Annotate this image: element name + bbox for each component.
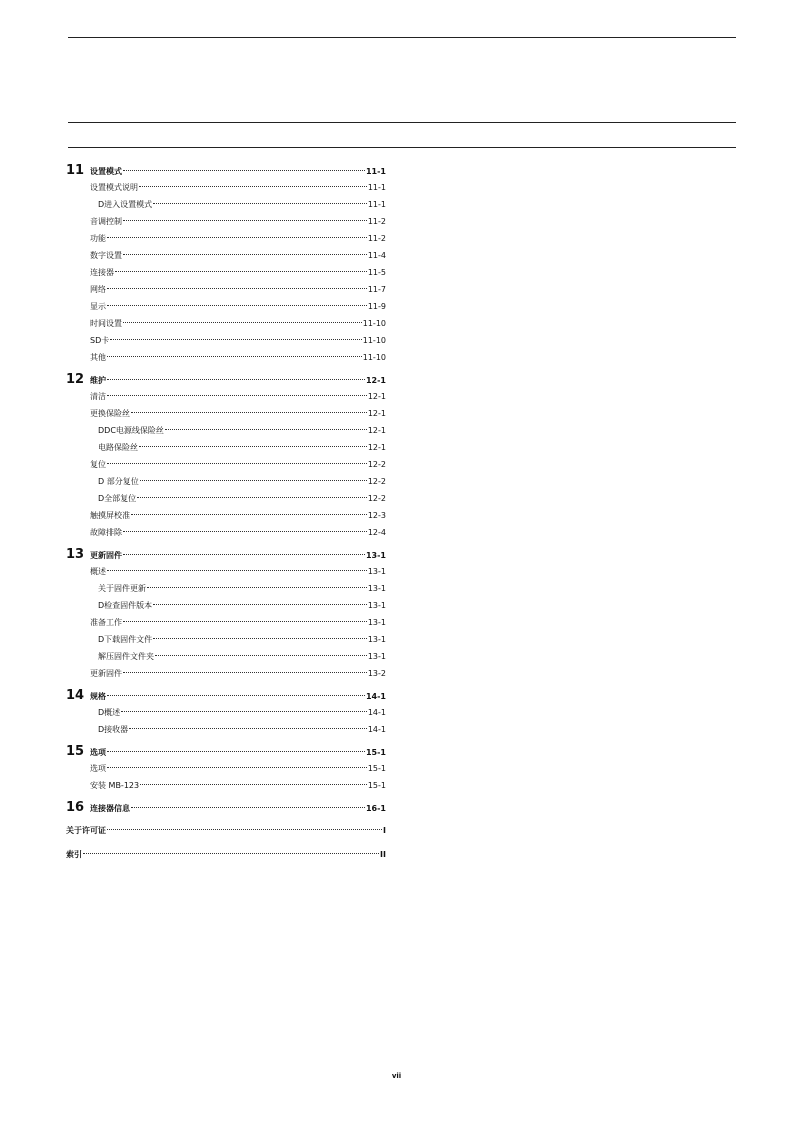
toc-chapter-15 [66,743,386,794]
toc-entry-label: 连接器 [90,268,114,277]
toc-chapter-13 [66,546,386,682]
toc-entry-page: 12-3 [367,511,386,520]
toc-chapters [66,162,386,816]
toc-entry-page: 15-1 [365,748,386,757]
chapter-number: 13 [66,547,85,562]
toc-section-entry[interactable] [66,179,386,196]
toc-section-entry[interactable] [66,405,386,422]
toc-entry-label: 电路保险丝 [98,443,138,452]
toc-section-entry[interactable] [66,230,386,247]
toc-entry-label: 显示 [90,302,106,311]
page-number: vii [391,1072,402,1080]
toc-subsubsection-entry[interactable] [66,648,386,665]
toc-section-entry[interactable] [66,563,386,580]
dot-leader [153,604,367,605]
toc-entry-label: 时间设置 [90,319,122,328]
toc-entry-label: 关于固件更新 [98,584,146,593]
toc-section-entry[interactable] [66,315,386,332]
dot-leader [153,203,367,204]
toc-entry-page: 11-7 [367,285,386,294]
toc-entry-label: D检查固件版本 [98,601,153,610]
toc-section-entry[interactable] [66,507,386,524]
dot-leader [123,322,362,323]
toc-entry-page: 16-1 [365,804,386,813]
toc-section-entry[interactable] [66,349,386,366]
dot-leader [139,186,367,187]
toc-section-entry[interactable] [66,332,386,349]
toc-entry-label: 安装 MB-123 [90,781,140,790]
toc-subsubsection-entry[interactable] [66,439,386,456]
toc-entry-page: 13-1 [367,601,386,610]
toc-entry-label: 清洁 [90,392,106,401]
toc-entry-label: 选项 [90,748,106,757]
toc-entry-label: 更换保险丝 [90,409,130,418]
toc-entry-page: 13-1 [367,618,386,627]
toc-entry-label: SD卡 [90,336,110,345]
toc-entry-label: 规格 [90,692,106,701]
chapter-number: 15 [66,744,85,759]
dot-leader [123,531,367,532]
header-rule-top [68,37,736,38]
dot-leader [107,237,367,238]
toc-appendix-entry[interactable] [66,846,386,863]
toc-subsubsection-entry[interactable] [66,473,386,490]
dot-leader [155,655,367,656]
toc-entry-label: 维护 [90,376,106,385]
toc-entry-label: 故障排除 [90,528,122,537]
toc-subsubsection-entry[interactable] [66,721,386,738]
dot-leader [139,446,367,447]
toc-appendix [66,822,386,863]
dot-leader [107,695,365,696]
toc-entry-page: 12-1 [367,392,386,401]
toc-entry-page: 13-1 [367,584,386,593]
dot-leader [129,728,367,729]
dot-leader [107,570,367,571]
dot-leader [110,339,362,340]
toc-entry-page: I [383,826,386,835]
dot-leader [83,853,379,854]
dot-leader [107,288,367,289]
toc-entry-label: D接收器 [98,725,129,734]
toc-entry-page: 11-2 [367,217,386,226]
toc-entry-page: 11-10 [362,319,386,328]
dot-leader [140,784,367,785]
dot-leader [140,480,367,481]
toc-entry-page: 11-10 [362,353,386,362]
toc-chapter-heading[interactable] [66,371,386,388]
toc-entry-page: 11-1 [367,200,386,209]
toc-chapter-heading[interactable] [66,799,386,816]
toc-chapter-11 [66,162,386,366]
toc-subsubsection-entry[interactable] [66,597,386,614]
toc-entry-label: 连接器信息 [90,804,130,813]
toc-entry-label: 功能 [90,234,106,243]
toc-entry-page: 11-4 [367,251,386,260]
dot-leader [131,807,365,808]
dot-leader [123,254,367,255]
toc-section-entry[interactable] [66,760,386,777]
toc-entry-label: 触摸屏校准 [90,511,130,520]
toc-entry-page: 12-1 [365,376,386,385]
dot-leader [123,554,365,555]
toc-entry-page: 11-2 [367,234,386,243]
toc-entry-label: D全部复位 [98,494,137,503]
chapter-number: 11 [66,163,85,178]
toc-entry-page: 11-10 [362,336,386,345]
toc-entry-label: 准备工作 [90,618,122,627]
toc-entry-page: 11-9 [367,302,386,311]
dot-leader [107,751,365,752]
toc-entry-label: D下载固件文件 [98,635,153,644]
toc-entry-page: 13-1 [367,635,386,644]
toc-subsubsection-entry[interactable] [66,196,386,213]
toc-entry-page: 14-1 [367,708,386,717]
toc-entry-label: D概述 [98,708,121,717]
dot-leader [165,429,367,430]
toc-chapter-heading[interactable] [66,743,386,760]
toc-chapter-heading[interactable] [66,546,386,563]
dot-leader [107,829,382,830]
toc-section-entry[interactable] [66,456,386,473]
toc-subsubsection-entry[interactable] [66,631,386,648]
toc-entry-page: 14-1 [365,692,386,701]
toc-chapter-heading[interactable] [66,687,386,704]
toc-entry-page: 14-1 [367,725,386,734]
toc-entry-label: DDC电源线保险丝 [98,426,164,435]
toc-entry-label: 更新固件 [90,551,122,560]
dot-leader [147,587,367,588]
toc-entry-page: 12-2 [367,477,386,486]
toc-entry-label: 解压固件文件夹 [98,652,154,661]
toc-section-entry[interactable] [66,777,386,794]
toc-entry-label: 其他 [90,353,106,362]
toc-entry-page: 12-1 [367,409,386,418]
toc-chapter-heading[interactable] [66,162,386,179]
dot-leader [121,711,367,712]
dot-leader [123,672,367,673]
toc-section-entry[interactable] [66,247,386,264]
toc-entry-label: 概述 [90,567,106,576]
dot-leader [153,638,367,639]
toc-entry-page: 15-1 [367,764,386,773]
toc-entry-label: 关于许可证 [66,826,106,835]
toc-entry-page: 12-1 [367,426,386,435]
toc-entry-page: 13-1 [365,551,386,560]
toc-chapter-14 [66,687,386,738]
toc-entry-page: 11-5 [367,268,386,277]
dot-leader [107,463,367,464]
toc-entry-page: 15-1 [367,781,386,790]
toc-section-entry[interactable] [66,281,386,298]
chapter-number: 16 [66,800,85,815]
toc-entry-page: 12-2 [367,460,386,469]
toc-entry-label: 音调控制 [90,217,122,226]
toc-section-entry[interactable] [66,298,386,315]
header-rule-bottom [68,147,736,148]
toc-entry-label: 设置模式说明 [90,183,138,192]
chapter-number: 12 [66,372,85,387]
toc-entry-label: D 部分复位 [98,477,139,486]
header-rule-middle [68,122,736,123]
dot-leader [107,305,367,306]
table-of-contents [66,162,386,870]
toc-entry-page: 12-2 [367,494,386,503]
toc-entry-page: 12-1 [367,443,386,452]
toc-entry-label: 设置模式 [90,167,122,176]
toc-appendix-entry[interactable] [66,822,386,839]
toc-entry-page: 12-4 [367,528,386,537]
toc-chapter-12 [66,371,386,541]
toc-subsubsection-entry[interactable] [66,422,386,439]
toc-section-entry[interactable] [66,264,386,281]
chapter-number: 14 [66,688,85,703]
toc-section-entry[interactable] [66,614,386,631]
toc-entry-page: 13-2 [367,669,386,678]
toc-section-entry[interactable] [66,524,386,541]
toc-entry-page: 13-1 [367,652,386,661]
dot-leader [107,767,367,768]
toc-entry-label: D进入设置模式 [98,200,153,209]
dot-leader [107,379,365,380]
toc-section-entry[interactable] [66,388,386,405]
toc-entry-label: 选项 [90,764,106,773]
toc-entry-label: 网络 [90,285,106,294]
toc-entry-label: 复位 [90,460,106,469]
dot-leader [137,497,367,498]
toc-subsubsection-entry[interactable] [66,580,386,597]
dot-leader [131,412,367,413]
toc-entry-page: II [380,850,386,859]
dot-leader [115,271,367,272]
toc-entry-page: 11-1 [365,167,386,176]
toc-entry-page: 11-1 [367,183,386,192]
toc-section-entry[interactable] [66,665,386,682]
dot-leader [131,514,367,515]
toc-section-entry[interactable] [66,213,386,230]
toc-entry-label: 索引 [66,850,82,859]
dot-leader [123,170,365,171]
toc-entry-label: 更新固件 [90,669,122,678]
toc-subsubsection-entry[interactable] [66,704,386,721]
toc-entry-page: 13-1 [367,567,386,576]
toc-subsubsection-entry[interactable] [66,490,386,507]
dot-leader [123,220,367,221]
dot-leader [107,395,367,396]
toc-entry-label: 数字设置 [90,251,122,260]
dot-leader [123,621,367,622]
dot-leader [107,356,362,357]
toc-chapter-16 [66,799,386,816]
